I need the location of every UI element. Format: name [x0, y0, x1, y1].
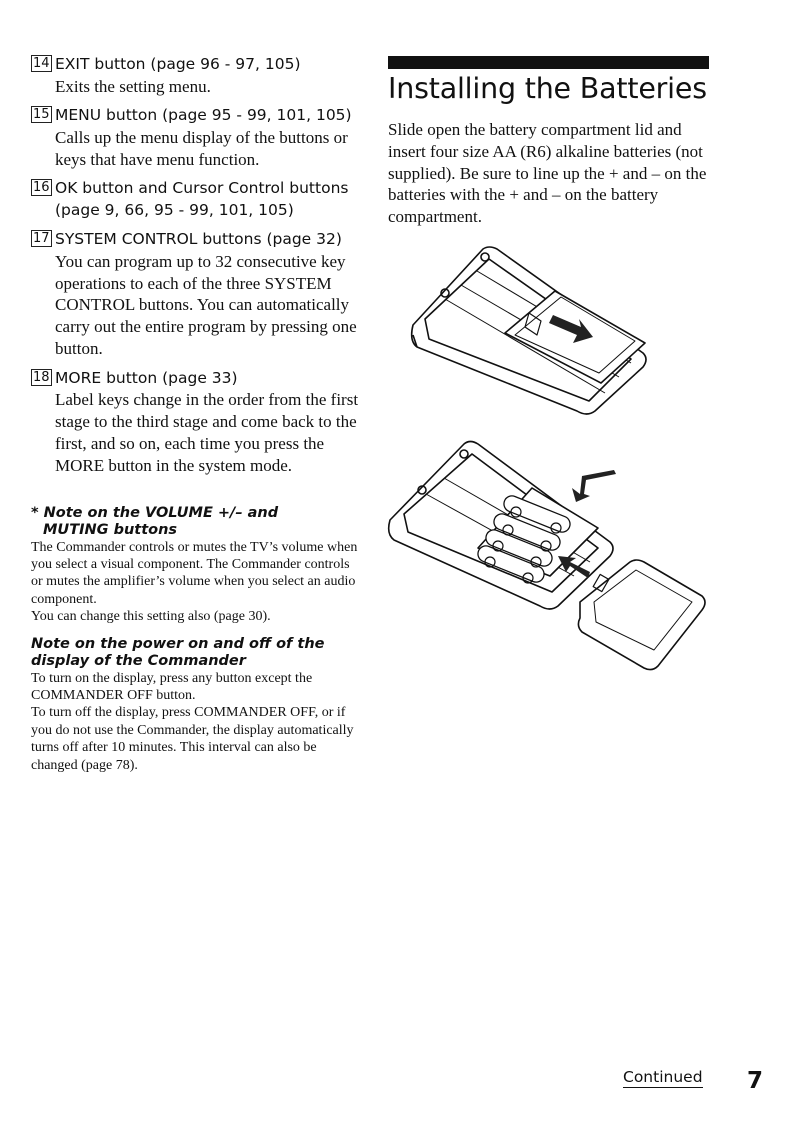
item-title: MORE button (page 33)	[55, 368, 238, 387]
item-description: You can program up to 32 consecutive key operations to each of the three SYSTEM CONTROL buttons. You can automatically carry out the entire program by pressing one button.	[55, 251, 357, 359]
section-intro: Slide open the battery compartment lid and insert four size AA (R6) alkaline batteries (not supplied). Be sure to line up the + and – on the batteries with the + and – on the battery compartment.	[388, 120, 707, 227]
item-number: 18	[33, 369, 50, 385]
item-number: 14	[33, 56, 50, 71]
remote-open-lid-illustration	[405, 243, 655, 418]
note-body: You can change this setting also (page 30).	[31, 609, 271, 625]
note-body: The Commander controls or mutes the TV’s volume when you select a visual component. The Commander controls or mutes the amplifier’s volume when you select an audio component.	[31, 539, 358, 607]
item-description: Calls up the menu display of the buttons or keys that have menu function.	[55, 127, 348, 169]
item-number: 17	[33, 231, 50, 247]
note-body: To turn on the display, press any button except the COMMANDER OFF button.	[31, 670, 313, 703]
page-number: 7	[747, 1068, 764, 1094]
continued-label: Continued	[623, 1068, 703, 1086]
note-volume	[31, 505, 361, 626]
item-number: 15	[33, 107, 50, 123]
left-column	[31, 54, 361, 774]
note-power	[31, 636, 361, 774]
item-description: Label keys change in the order from the first stage to the third stage and come back to the first, and so on, each time you press the MORE button in the system mode.	[55, 390, 359, 475]
list-item-menu	[31, 105, 361, 170]
section-title: Installing the Batteries	[388, 72, 707, 105]
item-description: Exits the setting menu.	[55, 76, 211, 96]
list-item-ok	[31, 178, 361, 221]
section-rule	[388, 56, 709, 69]
item-title: MENU button (page 95 - 99, 101, 105)	[55, 106, 352, 125]
note-heading: Note on the power on and off of the display of the Commander	[31, 635, 325, 669]
item-title: EXIT button (page 96 - 97, 105)	[55, 55, 301, 73]
list-item-system-control	[31, 229, 361, 359]
list-item-exit	[31, 54, 361, 97]
note-heading: * Note on the VOLUME +/– and MUTING buttons	[31, 504, 279, 538]
remote-batteries-illustration	[384, 436, 714, 676]
note-body: To turn off the display, press COMMANDER OFF, or if you do not use the Commander, the display automatically turns off after 10 minutes. This interval can also be changed (page 78).	[31, 705, 354, 773]
item-title: SYSTEM CONTROL buttons (page 32)	[55, 230, 342, 249]
item-title: OK button and Cursor Control buttons (page 9, 66, 95 - 99, 101, 105)	[55, 179, 349, 219]
item-number: 16	[33, 180, 50, 196]
list-item-more	[31, 368, 361, 477]
